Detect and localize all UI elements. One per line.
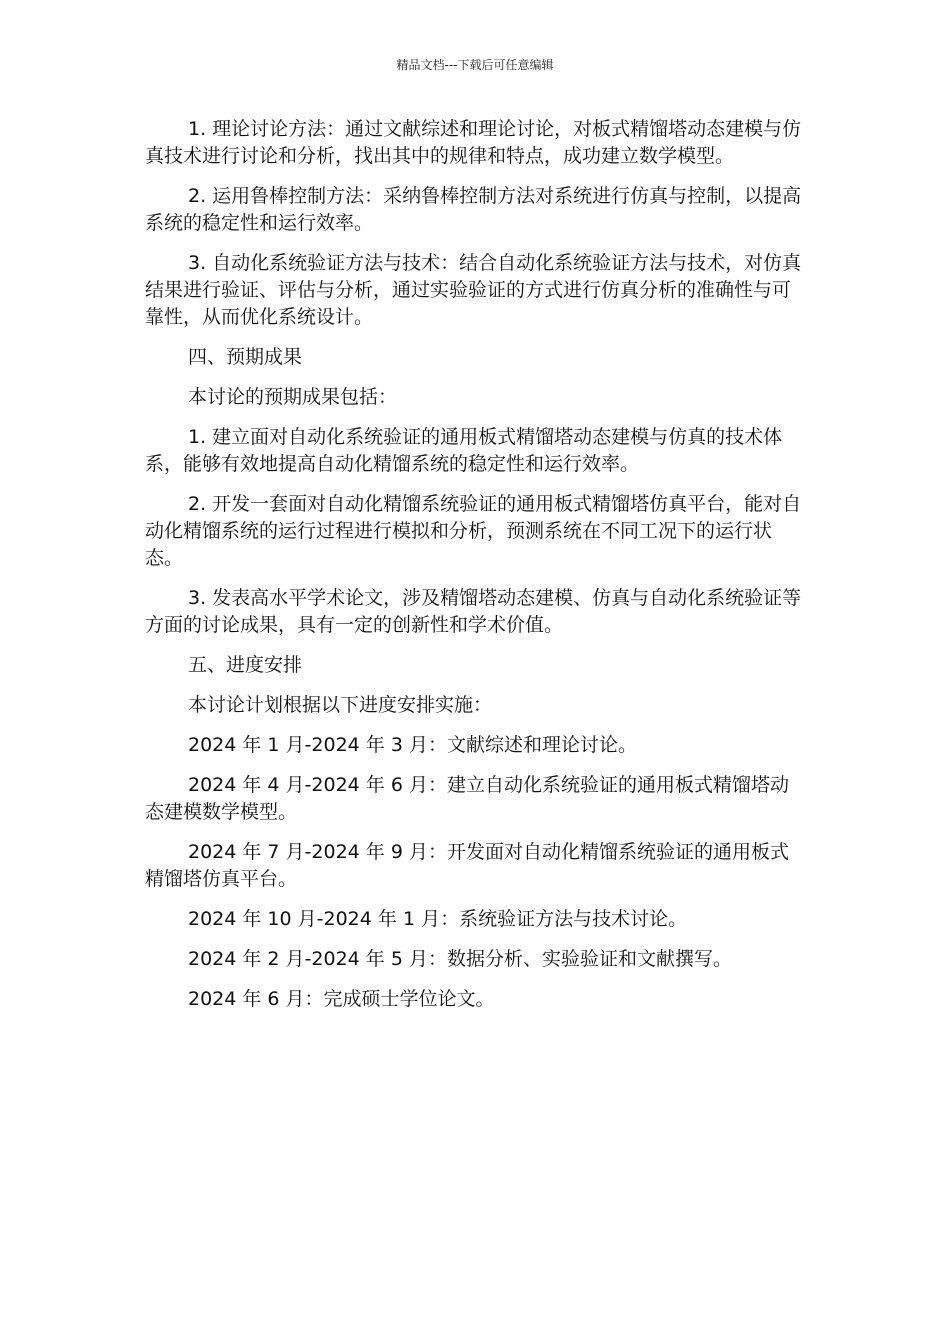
section-heading-schedule: 五、进度安排 bbox=[188, 654, 303, 676]
document-body bbox=[145, 116, 805, 1026]
expected-results-intro: 本讨论的预期成果包括： bbox=[188, 386, 398, 408]
schedule-intro: 本讨论计划根据以下进度安排实施： bbox=[188, 694, 493, 716]
expected-result-item-2: 2. 开发一套面对自动化精馏系统验证的通用板式精馏塔仿真平台，能对自动化精馏系统的运行过程进行模拟和分析，预测系统在不同工况下的运行状态。 bbox=[145, 493, 802, 569]
schedule-item-4: 2024 年 10 月-2024 年 1 月：系统验证方法与技术讨论。 bbox=[188, 908, 688, 930]
page-header: 精品文档---下载后可任意编辑 bbox=[396, 58, 554, 72]
schedule-item-1: 2024 年 1 月-2024 年 3 月：文献综述和理论讨论。 bbox=[188, 734, 637, 756]
schedule-item-6: 2024 年 6 月：完成硕士学位论文。 bbox=[188, 988, 495, 1010]
schedule-item-3: 2024 年 7 月-2024 年 9 月：开发面对自动化精馏系统验证的通用板式精馏塔仿真平台。 bbox=[145, 841, 789, 890]
schedule-item-2: 2024 年 4 月-2024 年 6 月：建立自动化系统验证的通用板式精馏塔动态建模数学模型。 bbox=[145, 774, 789, 823]
method-item-3: 3. 自动化系统验证方法与技术：结合自动化系统验证方法与技术，对仿真结果进行验证、评估与分析，通过实验验证的方式进行仿真分析的准确性与可靠性，从而优化系统设计。 bbox=[145, 252, 802, 328]
method-item-1: 1. 理论讨论方法：通过文献综述和理论讨论，对板式精馏塔动态建模与仿真技术进行讨论和分析，找出其中的规律和特点，成功建立数学模型。 bbox=[145, 118, 802, 167]
expected-result-item-3: 3. 发表高水平学术论文，涉及精馏塔动态建模、仿真与自动化系统验证等方面的讨论成果，具有一定的创新性和学术价值。 bbox=[145, 587, 802, 636]
expected-result-item-1: 1. 建立面对自动化系统验证的通用板式精馏塔动态建模与仿真的技术体系，能够有效地提高自动化精馏系统的稳定性和运行效率。 bbox=[145, 426, 783, 475]
schedule-item-5: 2024 年 2 月-2024 年 5 月：数据分析、实验验证和文献撰写。 bbox=[188, 948, 732, 970]
section-heading-expected-results: 四、预期成果 bbox=[188, 346, 303, 368]
method-item-2: 2. 运用鲁棒控制方法：采纳鲁棒控制方法对系统进行仿真与控制，以提高系统的稳定性和运行效率。 bbox=[145, 185, 802, 234]
